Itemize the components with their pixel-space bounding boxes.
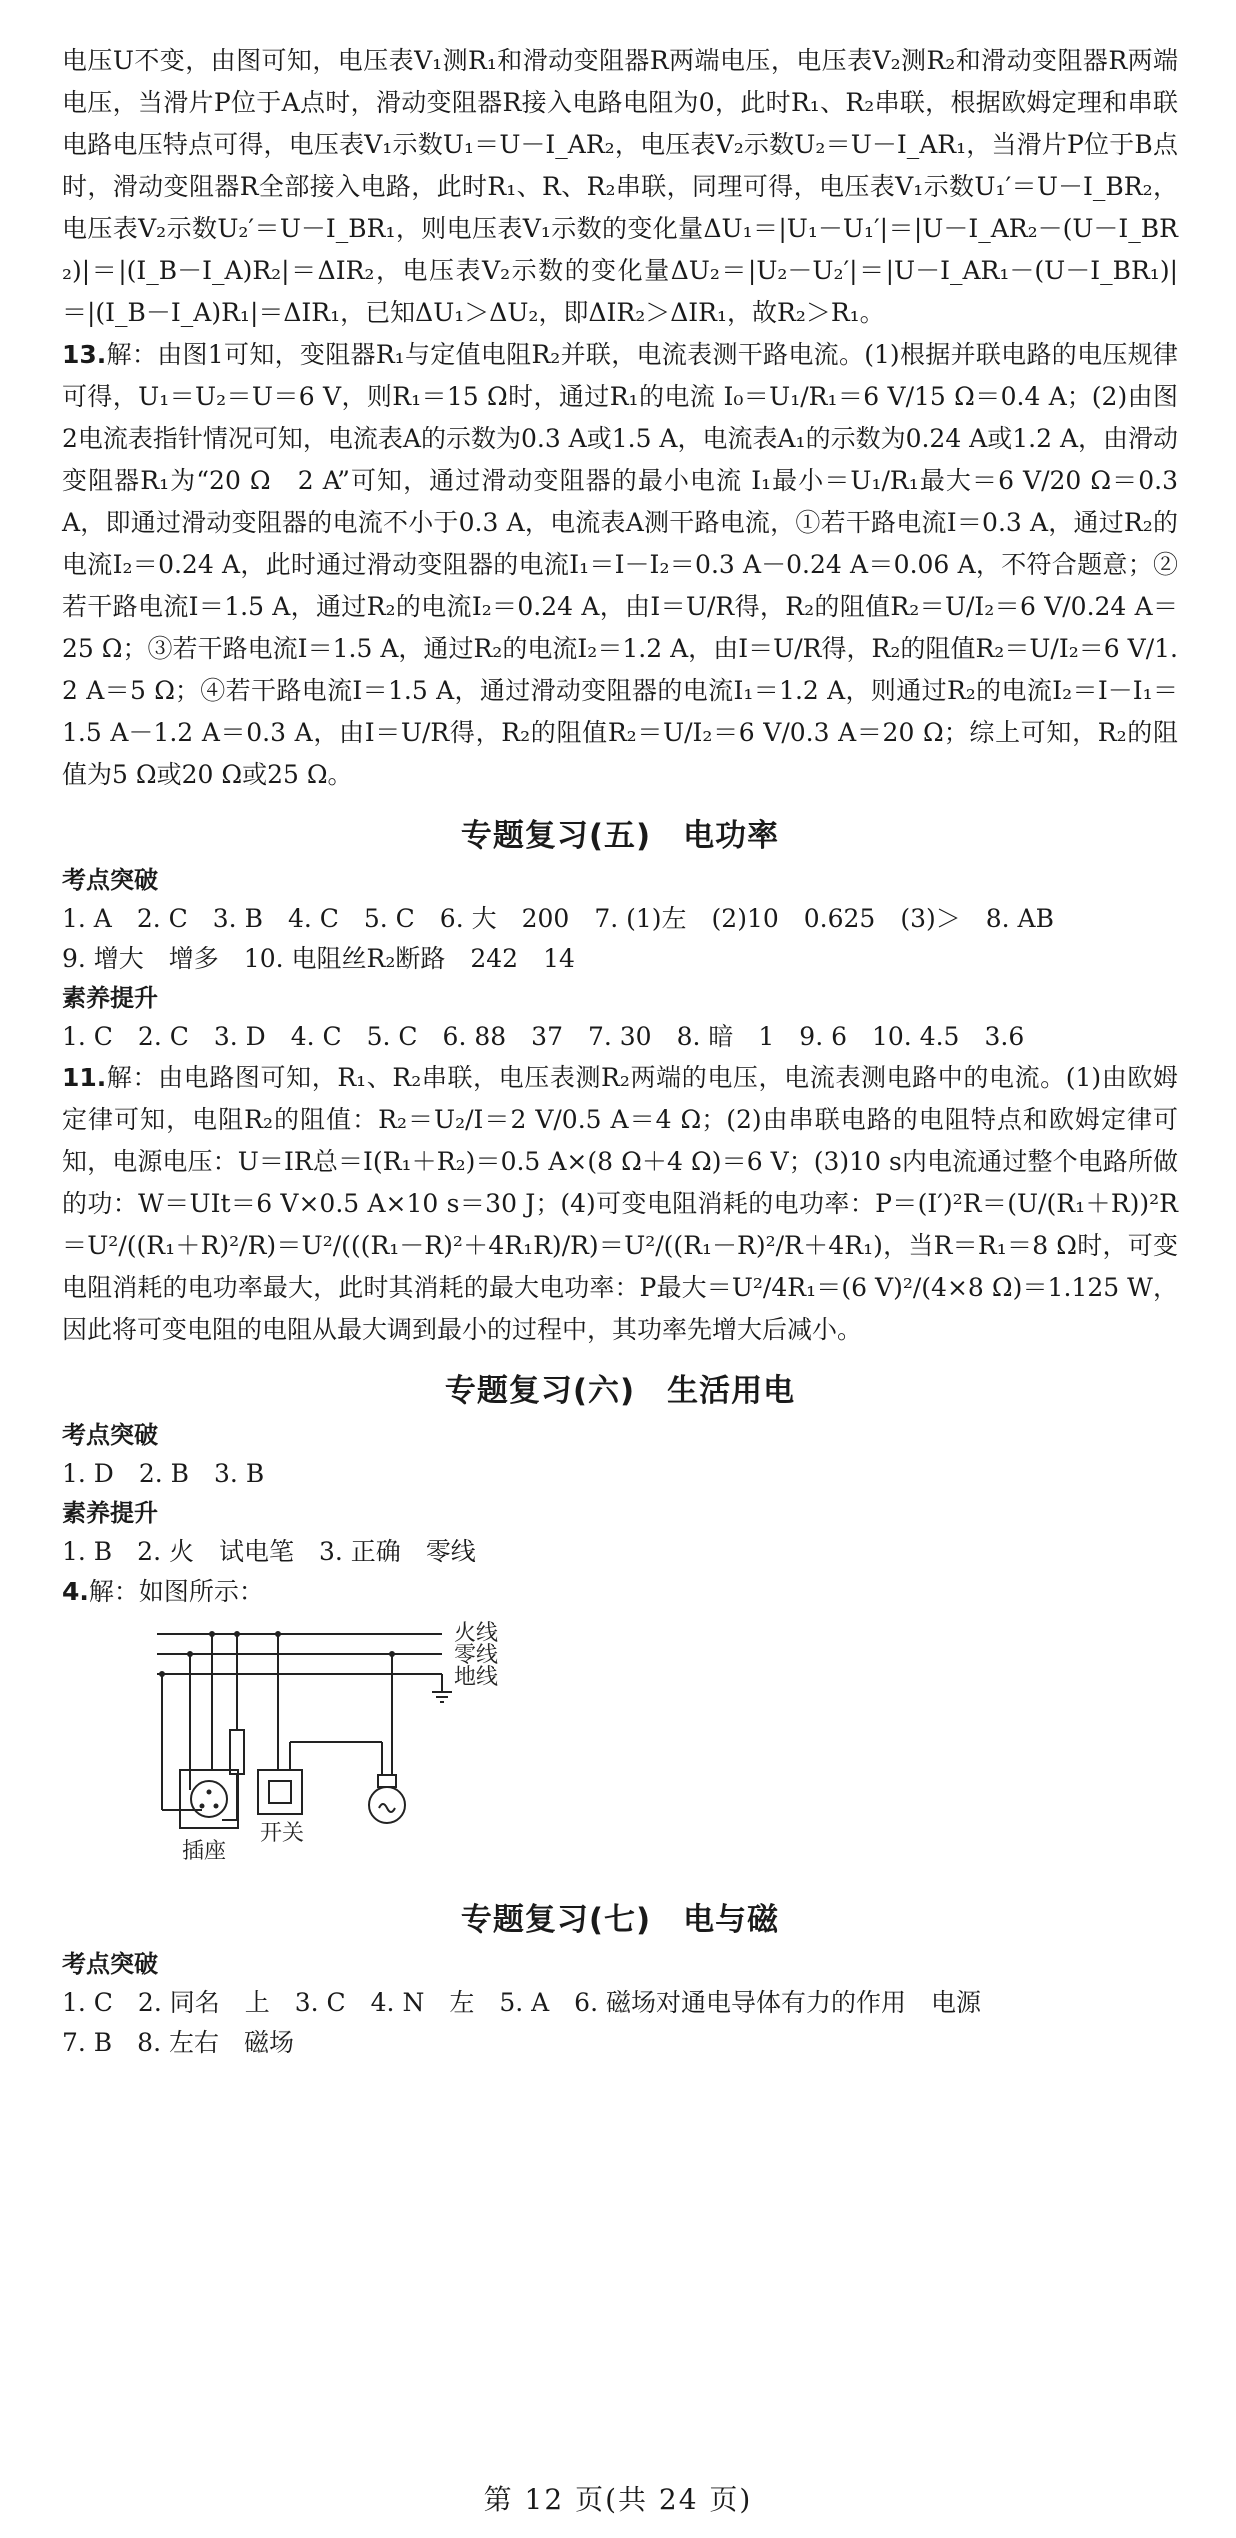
q13-answer (62, 334, 1178, 796)
section5-sy-answers: 1. C 2. C 3. D 4. C 5. C 6. 88 37 7. 30 8. 暗 1 9. 6 10. 4.5 3.6 (62, 1022, 1025, 1051)
switch-label: 开关 (260, 1821, 305, 1846)
section7-kd-label: 考点突破 (62, 1950, 158, 1978)
q11-answer (62, 1057, 1178, 1351)
neutral-wire-label: 零线 (454, 1643, 499, 1668)
q13-text: 解：由图1可知，变阻器R₁与定值电阻R₂并联，电流表测干路电流。(1)根据并联电路的电压规律可得，U₁＝U₂＝U＝6 V，则R₁＝15 Ω时，通过R₁的电流 I₀＝U₁/R₁＝6 V/15 Ω＝0.4 A；(2)由图2电流表指针情况可知，电流表A的示数为0.3 A或1.5 A，电流表A₁的示数为0.24 A或1.2 A，由滑动变阻器R₁为“20 Ω 2 A”可知，通过滑动变阻器的最小电流 I₁最小＝U₁/R₁最大＝6 V/20 Ω＝0.3 A，即通过滑动变阻器的电流不小于0.3 A，电流表A测干路电流，①若干路电流I＝0.3 A，通过R₂的电流I₂＝0.24 A，此时通过滑动变阻器的电流I₁＝I－I₂＝0.3 A－0.24 A＝0.06 A，不符合题意；②若干路电流I＝1.5 A，通过R₂的电流I₂＝0.24 A，由I＝U/R得，R₂的阻值R₂＝U/I₂＝6 V/0.24 A＝25 Ω；③若干路电流I＝1.5 A，通过R₂的电流I₂＝1.2 A，由I＝U/R得，R₂的阻值R₂＝U/I₂＝6 V/1.2 A＝5 Ω；④若干路电流I＝1.5 A，通过滑动变阻器的电流I₁＝1.2 A，则通过R₂的电流I₂＝I－I₁＝1.5 A－1.2 A＝0.3 A，由I＝U/R得，R₂的阻值R₂＝U/I₂＝6 V/0.3 A＝20 Ω；综上可知，R₂的阻值为5 Ω或20 Ω或25 Ω。 (62, 340, 1178, 789)
live-wire-label: 火线 (454, 1621, 499, 1646)
wiring-diagram (62, 1620, 1178, 1880)
wiring-diagram-svg (62, 1620, 582, 1880)
section5-kd-label: 考点突破 (62, 866, 158, 894)
q11-number: 11. (62, 1063, 107, 1092)
section6-sy-label: 素养提升 (62, 1499, 158, 1527)
bulb-icon (369, 1787, 405, 1823)
fuse-icon (230, 1730, 244, 1774)
q13-number: 13. (62, 340, 107, 369)
section7-kd-answers-2: 7. B 8. 左右 磁场 (62, 2028, 294, 2057)
section5-title: 专题复习(五) 电功率 (460, 818, 780, 854)
section6-kd-answers: 1. D 2. B 3. B (62, 1459, 265, 1488)
ground-wire-label: 地线 (454, 1665, 499, 1690)
q12-continuation: 电压U不变，由图可知，电压表V₁测R₁和滑动变阻器R两端电压，电压表V₂测R₂和滑动变阻器R两端电压，当滑片P位于A点时，滑动变阻器R接入电路电阻为0，此时R₁、R₂串联，根据欧姆定理和串联电路电压特点可得，电压表V₁示数U₁＝U－I_AR₂，电压表V₂示数U₂＝U－I_AR₁，当滑片P位于B点时，滑动变阻器R全部接入电路，此时R₁、R、R₂串联，同理可得，电压表V₁示数U₁′＝U－I_BR₂，电压表V₂示数U₂′＝U－I_BR₁，则电压表V₁示数的变化量ΔU₁＝|U₁－U₁′|＝|U－I_AR₂－(U－I_BR₂)|＝|(I_B－I_A)R₂|＝ΔIR₂，电压表V₂示数的变化量ΔU₂＝|U₂－U₂′|＝|U－I_AR₁－(U－I_BR₁)|＝|(I_B－I_A)R₁|＝ΔIR₁，已知ΔU₁＞ΔU₂，即ΔIR₂＞ΔIR₁，故R₂＞R₁。 (62, 46, 1178, 327)
q11-text: 解：由电路图可知，R₁、R₂串联，电压表测R₂两端的电压，电流表测电路中的电流。(1)由欧姆定律可知，电阻R₂的阻值：R₂＝U₂/I＝2 V/0.5 A＝4 Ω；(2)由串联电路的电阻特点和欧姆定律可知，电源电压：U＝IR总＝I(R₁＋R₂)＝0.5 A×(8 Ω＋4 Ω)＝6 V；(3)10 s内电流通过整个电路所做的功：W＝UIt＝6 V×0.5 A×10 s＝30 J；(4)可变电阻消耗的电功率：P＝(I′)²R＝(U/(R₁＋R))²R＝U²/((R₁＋R)²/R)＝U²/(((R₁－R)²＋4R₁R)/R)＝U²/((R₁－R)²/R＋4R₁)，当R＝R₁＝8 Ω时，可变电阻消耗的电功率最大，此时其消耗的最大电功率：P最大＝U²/4R₁＝(6 V)²/(4×8 Ω)＝1.125 W，因此将可变电阻的电阻从最大调到最小的过程中，其功率先增大后减小。 (62, 1063, 1178, 1344)
section5-sy-label: 素养提升 (62, 984, 158, 1012)
section6-kd-label: 考点突破 (62, 1421, 158, 1449)
q4-answer (62, 1572, 1178, 1612)
section6-sy-answers: 1. B 2. 火 试电笔 3. 正确 零线 (62, 1537, 476, 1566)
section6-title: 专题复习(六) 生活用电 (444, 1373, 796, 1409)
section7-kd-answers: 1. C 2. 同名 上 3. C 4. N 左 5. A 6. 磁场对通电导体有力的作用 电源 (62, 1988, 981, 2017)
q4-text: 解：如图所示： (88, 1577, 264, 1606)
page-footer: 第 12 页(共 24 页) (483, 2483, 753, 2516)
section5-kd-answers: 1. A 2. C 3. B 4. C 5. C 6. 大 200 7. (1)左 (2)10 0.625 (3)＞ 8. AB (62, 904, 1054, 933)
section7-title: 专题复习(七) 电与磁 (460, 1902, 780, 1938)
switch-icon (258, 1770, 302, 1814)
section5-kd-answers-2: 9. 增大 增多 10. 电阻丝R₂断路 242 14 (62, 944, 575, 973)
socket-label: 插座 (182, 1839, 227, 1864)
q4-number: 4. (62, 1577, 89, 1606)
